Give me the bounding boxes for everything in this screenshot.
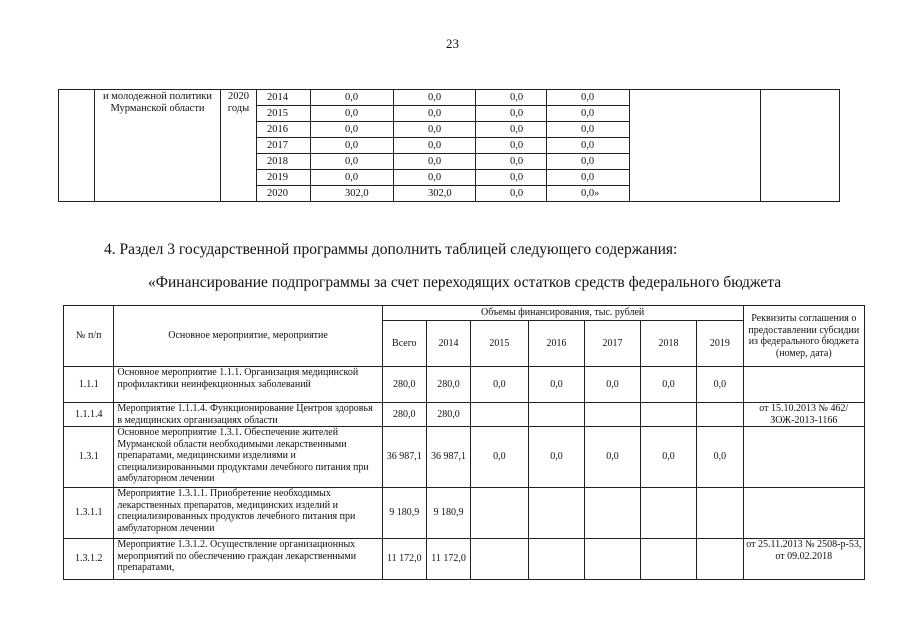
table-row [64,403,865,427]
value-cell: 0,0 [311,154,394,170]
value-cell: 0,0 [476,138,547,154]
table-row [64,367,865,403]
value-cell: 0,0 [394,138,476,154]
table-row [59,90,840,106]
value-cell: 0,0 [394,170,476,186]
year-cell: 2018 [257,154,311,170]
value-cell: 0,0 [547,106,630,122]
row-num: 1.1.1 [64,367,114,403]
row-text: Мероприятие 1.1.1.4. Функционирование Центров здоровья в медицинских организациях области [114,403,382,427]
table-row [64,427,865,488]
top-table [58,89,840,202]
row-2015 [471,539,529,580]
year-cell: 2015 [257,106,311,122]
row-2017 [585,403,641,427]
row-2014: 280,0 [426,367,470,403]
value-cell: 0,0 [476,90,547,106]
value-cell: 0,0 [476,154,547,170]
table-row [64,488,865,539]
value-cell: 0,0 [547,138,630,154]
value-cell: 302,0 [311,186,394,202]
row-total: 280,0 [382,403,426,427]
year-cell: 2020 [257,186,311,202]
row-requisites: от 25.11.2013 № 2508-р-53, от 09.02.2018 [743,539,864,580]
row-num: 1.3.1.2 [64,539,114,580]
value-cell: 0,0 [547,170,630,186]
year-cell: 2016 [257,122,311,138]
row-requisites [743,488,864,539]
row-2016 [528,403,585,427]
top-period-cell: 2020 годы [221,90,257,202]
value-cell: 0,0 [476,106,547,122]
value-cell: 0,0 [476,122,547,138]
row-num: 1.1.1.4 [64,403,114,427]
year-cell: 2017 [257,138,311,154]
header-volumes: Объемы финансирования, тыс. рублей [382,306,743,321]
header-2014: 2014 [426,321,470,367]
row-2014: 11 172,0 [426,539,470,580]
value-cell: 0,0 [311,138,394,154]
row-2015: 0,0 [471,427,529,488]
table-row [64,539,865,580]
row-2014: 9 180,9 [426,488,470,539]
header-event: Основное мероприятие, мероприятие [114,306,382,367]
header-2018: 2018 [640,321,697,367]
financing-table [63,305,865,580]
header-2015: 2015 [471,321,529,367]
row-total: 11 172,0 [382,539,426,580]
row-2018 [640,539,697,580]
value-cell: 0,0 [394,106,476,122]
row-2019 [697,488,743,539]
row-total: 36 987,1 [382,427,426,488]
value-cell: 0,0 [394,90,476,106]
row-2015 [471,488,529,539]
top-empty-cell [630,90,761,202]
row-2017: 0,0 [585,427,641,488]
row-text: Мероприятие 1.3.1.1. Приобретение необходимых лекарственных препаратов, медицинских изделий и специализированных продуктов лечебного питания при амбулаторном лечении [114,488,382,539]
header-2016: 2016 [528,321,585,367]
row-2015 [471,403,529,427]
page-number: 23 [446,36,459,51]
value-cell: 0,0 [394,154,476,170]
top-empty-cell [761,90,840,202]
row-total: 9 180,9 [382,488,426,539]
value-cell: 0,0 [547,90,630,106]
value-cell: 0,0» [547,186,630,202]
row-2019 [697,539,743,580]
row-num: 1.3.1.1 [64,488,114,539]
row-2014: 280,0 [426,403,470,427]
row-2017 [585,539,641,580]
year-cell: 2014 [257,90,311,106]
row-2019: 0,0 [697,367,743,403]
value-cell: 0,0 [394,122,476,138]
header-total: Всего [382,321,426,367]
row-text: Мероприятие 1.3.1.2. Осуществление организационных мероприятий по обеспечению граждан лекарственными препаратами, [114,539,382,580]
top-num-cell [59,90,95,202]
row-2016: 0,0 [528,427,585,488]
row-2019: 0,0 [697,427,743,488]
row-2018: 0,0 [640,427,697,488]
row-2018 [640,488,697,539]
row-2018 [640,403,697,427]
header-2019: 2019 [697,321,743,367]
row-requisites: от 15.10.2013 № 462/ЗОЖ-2013-1166 [743,403,864,427]
row-num: 1.3.1 [64,427,114,488]
row-2018: 0,0 [640,367,697,403]
row-text: Основное мероприятие 1.3.1. Обеспечение жителей Мурманской области необходимыми лекарственными препаратами, медицинскими изделиями и специализированными продуктами лечебного питания при амбулаторном лечении [114,427,382,488]
row-2015: 0,0 [471,367,529,403]
row-2017: 0,0 [585,367,641,403]
row-2017 [585,488,641,539]
value-cell: 0,0 [476,186,547,202]
value-cell: 0,0 [547,122,630,138]
row-2016 [528,539,585,580]
value-cell: 0,0 [311,90,394,106]
year-cell: 2019 [257,170,311,186]
value-cell: 0,0 [311,170,394,186]
row-requisites [743,367,864,403]
row-2016 [528,488,585,539]
row-total: 280,0 [382,367,426,403]
row-2019 [697,403,743,427]
header-requisites: Реквизиты соглашения о предоставлении субсидии из федерального бюджета (номер, дата) [743,306,864,367]
value-cell: 0,0 [476,170,547,186]
value-cell: 0,0 [311,122,394,138]
header-2017: 2017 [585,321,641,367]
row-2016: 0,0 [528,367,585,403]
row-text: Основное мероприятие 1.1.1. Организация медицинской профилактики неинфекционных заболеваний [114,367,382,403]
value-cell: 0,0 [311,106,394,122]
header-num: № п/п [64,306,114,367]
value-cell: 0,0 [547,154,630,170]
row-requisites [743,427,864,488]
section-heading: 4. Раздел 3 государственной программы дополнить таблицей следующего содержания: [104,241,678,258]
header-row [64,306,865,321]
row-2014: 36 987,1 [426,427,470,488]
table-title: «Финансирование подпрограммы за счет переходящих остатков средств федерального бюджета [148,274,782,291]
top-name-cell: и молодежной политики Мурманской области [95,90,221,202]
value-cell: 302,0 [394,186,476,202]
